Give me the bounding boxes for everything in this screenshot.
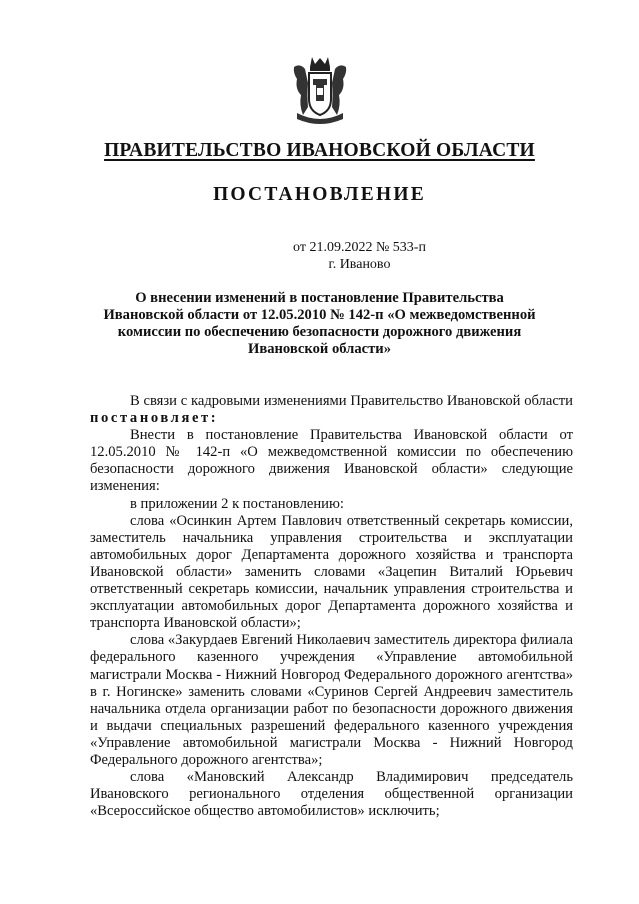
document-type: ПОСТАНОВЛЕНИЕ <box>213 184 426 205</box>
paragraph-5: слова «Мановский Александр Владимирович председатель Ивановского регионального отделения общественной организации «Всероссийское общество автомобилистов» исключить; <box>90 769 573 820</box>
decree-word: постановляет: <box>90 410 219 427</box>
document-title: О внесении изменений в постановление Правительства Ивановской области от 12.05.2010 № 142-п «О межведомственной комиссии по обеспечению безопасности дорожного движения Ивановской области» <box>103 290 536 357</box>
paragraph-3: слова «Осинкин Артем Павлович ответственный секретарь комиссии, заместитель начальника управления строительства и эксплуатации автомобильных дорог Департамента дорожного хозяйства и транспорта Ивановской области» заменить словами «Зацепин Виталий Юрьевич ответственный секретарь комиссии, начальник управления строительства и эксплуатации автомобильных дорог Департамента дорожного хозяйства и транспорта Ивановской области»; <box>90 512 573 632</box>
coat-of-arms-icon <box>291 55 349 125</box>
organization-name: ПРАВИТЕЛЬСТВО ИВАНОВСКОЙ ОБЛАСТИ <box>104 140 535 161</box>
paragraph-4: слова «Закурдаев Евгений Николаевич заместитель директора филиала федерального казенного учреждения «Управление автомобильной магистрали Москва - Нижний Новгород Федерального дорожного агентства» в г. Ногинске» заменить словами «Суринов Сергей Андреевич заместитель начальника отдела организации работ по безопасности дорожного движения и выдачи специальных разрешений федерального казенного учреждения «Управление автомобильной магистрали Москва - Нижний Новгород Федерального дорожного агентства»; <box>90 632 574 768</box>
intro-paragraph <box>90 393 573 427</box>
document-city: г. Иваново <box>328 257 391 272</box>
document-date-number: от 21.09.2022 № 533-п <box>293 240 426 255</box>
intro-text: В связи с кадровыми изменениями Правительство Ивановской области <box>130 393 573 409</box>
document-body <box>90 393 573 820</box>
paragraph-1: Внести в постановление Правительства Ивановской области от 12.05.2010 № 142-п «О межведомственной комиссии по обеспечению безопасности дорожного движения Ивановской области» следующие изменения: <box>90 427 573 495</box>
paragraph-2: в приложении 2 к постановлению: <box>130 495 344 512</box>
